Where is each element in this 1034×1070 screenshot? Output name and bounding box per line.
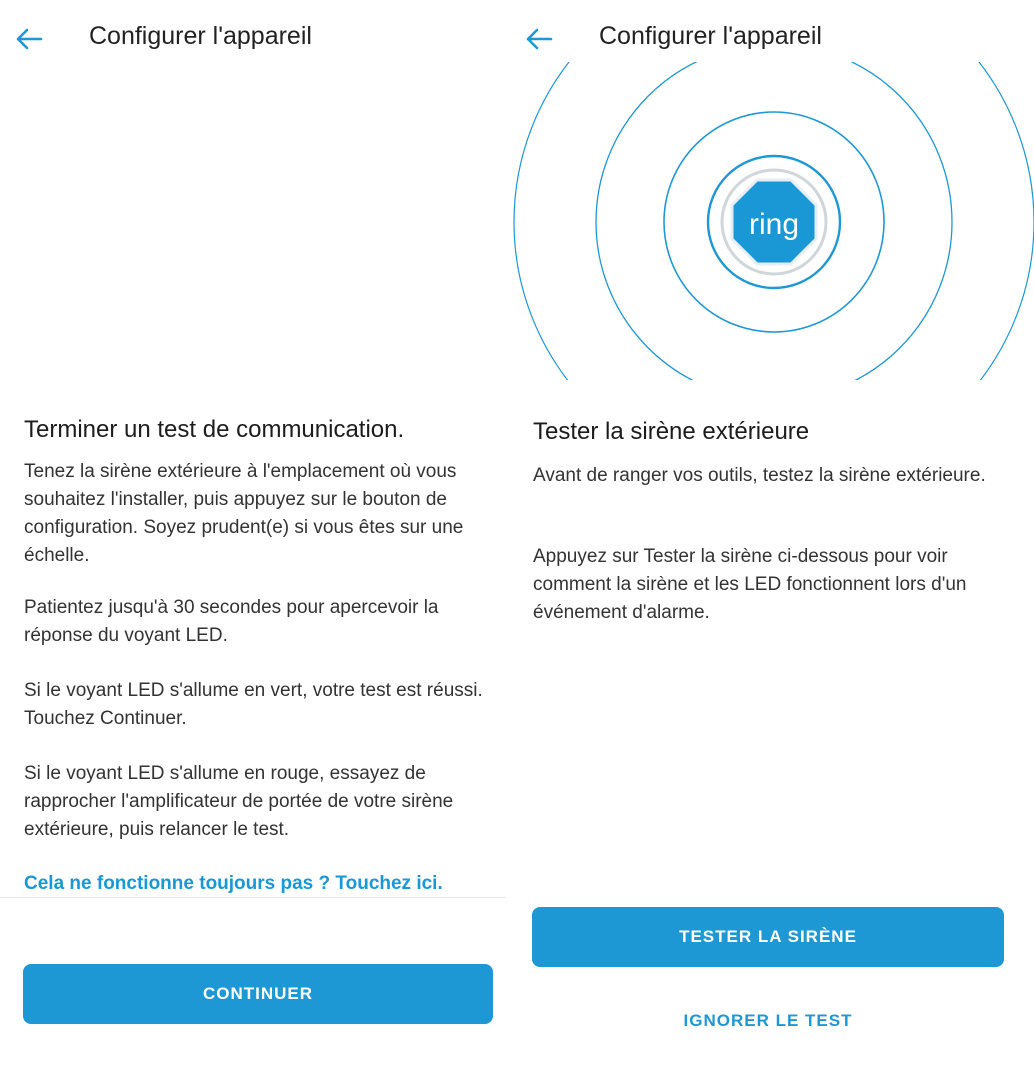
right-screen [512,0,1034,1070]
instruction-paragraph: Si le voyant LED s'allume en vert, votre test est réussi. Touchez Continuer. [24,680,483,729]
left-screen [0,0,512,1070]
page-title: Configurer l'appareil [599,22,822,50]
page-title: Configurer l'appareil [89,22,312,50]
header [0,0,512,80]
help-link[interactable]: Cela ne fonctionne toujours pas ? Touchez ici. [24,873,443,894]
ring-logo-text: ring [748,208,800,241]
section-heading: Tester la sirène extérieure [533,418,810,445]
skip-test-button[interactable]: IGNORER LE TEST [683,1011,853,1030]
instruction-paragraph: Avant de ranger vos outils, testez la sirène extérieure. [533,465,986,486]
arrow-left-icon[interactable] [524,26,554,52]
test-siren-button[interactable]: TESTER LA SIRÈNE [532,907,1004,967]
instruction-paragraph: Tenez la sirène extérieure à l'emplacement où vous souhaitez l'installer, puis appuyez sur le bouton de configuration. Soyez prudent(e) si vous êtes sur une échelle. [24,461,464,566]
instruction-paragraph: Si le voyant LED s'allume en rouge, essayez de rapprocher l'amplificateur de portée de votre sirène extérieure, puis relancer le test. [24,763,454,840]
arrow-left-icon[interactable] [14,26,44,52]
instruction-paragraph: Patientez jusqu'à 30 secondes pour apercevoir la réponse du voyant LED. [24,597,439,646]
section-heading: Terminer un test de communication. [24,416,405,443]
ring-siren-signal-illustration [512,62,1034,382]
instruction-paragraph: Appuyez sur Tester la sirène ci-dessous pour voir comment la sirène et les LED fonctionnent lors d'un événement d'alarme. [533,546,967,623]
divider [0,897,506,898]
continue-button[interactable]: CONTINUER [23,964,493,1024]
